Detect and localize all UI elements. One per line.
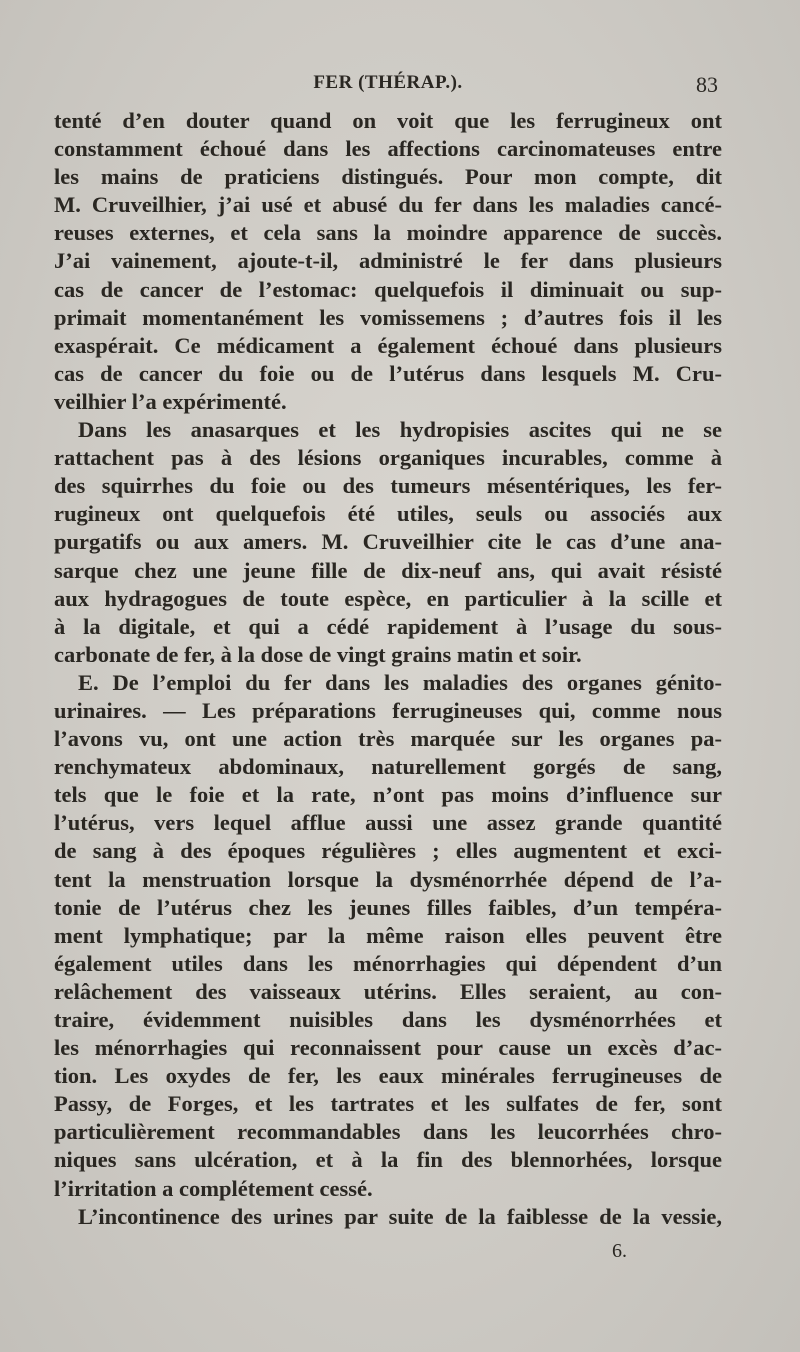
text-line: relâchement des vaisseaux utérins. Elles seraient, au con- bbox=[54, 978, 722, 1004]
text-line: sarque chez une jeune fille de dix-neuf ans, qui avait résisté bbox=[54, 557, 722, 583]
text-line: tenté d’en douter quand on voit que les ferrugineux ont bbox=[54, 108, 722, 133]
text-line: L’incontinence des urines par suite de la faiblesse de la vessie, bbox=[78, 1203, 722, 1229]
text-line: l’irritation a complétement cessé. bbox=[54, 1175, 373, 1201]
text-line: cas de cancer du foie ou de l’utérus dans lesquels M. Cru- bbox=[54, 360, 722, 386]
text-line: exaspérait. Ce médicament a également échoué dans plusieurs bbox=[54, 332, 722, 358]
text-line: constamment échoué dans les affections carcinomateuses entre bbox=[54, 136, 722, 162]
text-line: tent la menstruation lorsque la dysménorrhée dépend de l’a- bbox=[54, 866, 722, 892]
text-line: également utiles dans les ménorrhagies qui dépendent d’un bbox=[54, 950, 722, 976]
text-line: M. Cruveilhier, j’ai usé et abusé du fer dans les maladies cancé- bbox=[54, 192, 722, 218]
text-line: reuses externes, et cela sans la moindre apparence de succès. bbox=[54, 220, 722, 246]
text-line: primait momentanément les vomissemens ; d’autres fois il les bbox=[54, 304, 722, 330]
text-line: veilhier l’a expérimenté. bbox=[54, 388, 287, 414]
page-header bbox=[54, 72, 722, 102]
text-line: Passy, de Forges, et les tartrates et les sulfates de fer, sont bbox=[54, 1091, 722, 1117]
text-line: l’utérus, vers lequel afflue aussi une assez grande quantité bbox=[54, 810, 722, 836]
text-line: Dans les anasarques et les hydropisies ascites qui ne se bbox=[78, 417, 722, 443]
text-line: particulièrement recommandables dans les leucorrhées chro- bbox=[54, 1119, 722, 1145]
text-line: carbonate de fer, à la dose de vingt grains matin et soir. bbox=[54, 641, 582, 667]
text-line: rattachent pas à des lésions organiques incurables, comme à bbox=[54, 445, 722, 471]
text-line: des squirrhes du foie ou des tumeurs mésentériques, les fer- bbox=[54, 473, 722, 499]
text-line: tels que le foie et la rate, n’ont pas moins d’influence sur bbox=[54, 782, 722, 808]
text-line: ment lymphatique; par la même raison elles peuvent être bbox=[54, 922, 722, 948]
text-line: rugineux ont quelquefois été utiles, seuls ou associés aux bbox=[54, 501, 722, 527]
text-line: cas de cancer de l’estomac: quelquefois il diminuait ou sup- bbox=[54, 276, 722, 302]
text-line: de sang à des époques régulières ; elles augmentent et exci- bbox=[54, 838, 722, 864]
text-line: tion. Les oxydes de fer, les eaux minérales ferrugineuses de bbox=[54, 1063, 722, 1089]
text-line: J’ai vainement, ajoute-t-il, administré le fer dans plusieurs bbox=[54, 248, 722, 274]
text-line: urinaires. — Les préparations ferrugineuses qui, comme nous bbox=[54, 697, 722, 723]
text-line: l’avons vu, ont une action très marquée sur les organes pa- bbox=[54, 726, 722, 752]
text-line: aux hydragogues de toute espèce, en particulier à la scille et bbox=[54, 585, 722, 611]
text-line: les ménorrhagies qui reconnaissent pour cause un excès d’ac- bbox=[54, 1035, 722, 1061]
text-line: renchymateux abdominaux, naturellement gorgés de sang, bbox=[54, 754, 722, 780]
text-line: tonie de l’utérus chez les jeunes filles faibles, d’un tempéra- bbox=[54, 894, 722, 920]
text-line: purgatifs ou aux amers. M. Cruveilhier cite le cas d’une ana- bbox=[54, 529, 722, 555]
text-line: traire, évidemment nuisibles dans les dysménorrhées et bbox=[54, 1007, 722, 1032]
text-line: E. De l’emploi du fer dans les maladies des organes génito- bbox=[78, 669, 722, 695]
page-number: 83 bbox=[696, 72, 718, 97]
text-line: les mains de praticiens distingués. Pour mon compte, dit bbox=[54, 164, 722, 190]
text-line: niques sans ulcération, et à la fin des blennorhées, lorsque bbox=[54, 1147, 722, 1173]
body-text bbox=[54, 107, 722, 1231]
signature-mark: 6. bbox=[612, 1240, 627, 1262]
text-line: à la digitale, et qui a cédé rapidement à l’usage du sous- bbox=[54, 613, 722, 639]
running-head: FER (THÉRAP.). bbox=[313, 72, 463, 93]
